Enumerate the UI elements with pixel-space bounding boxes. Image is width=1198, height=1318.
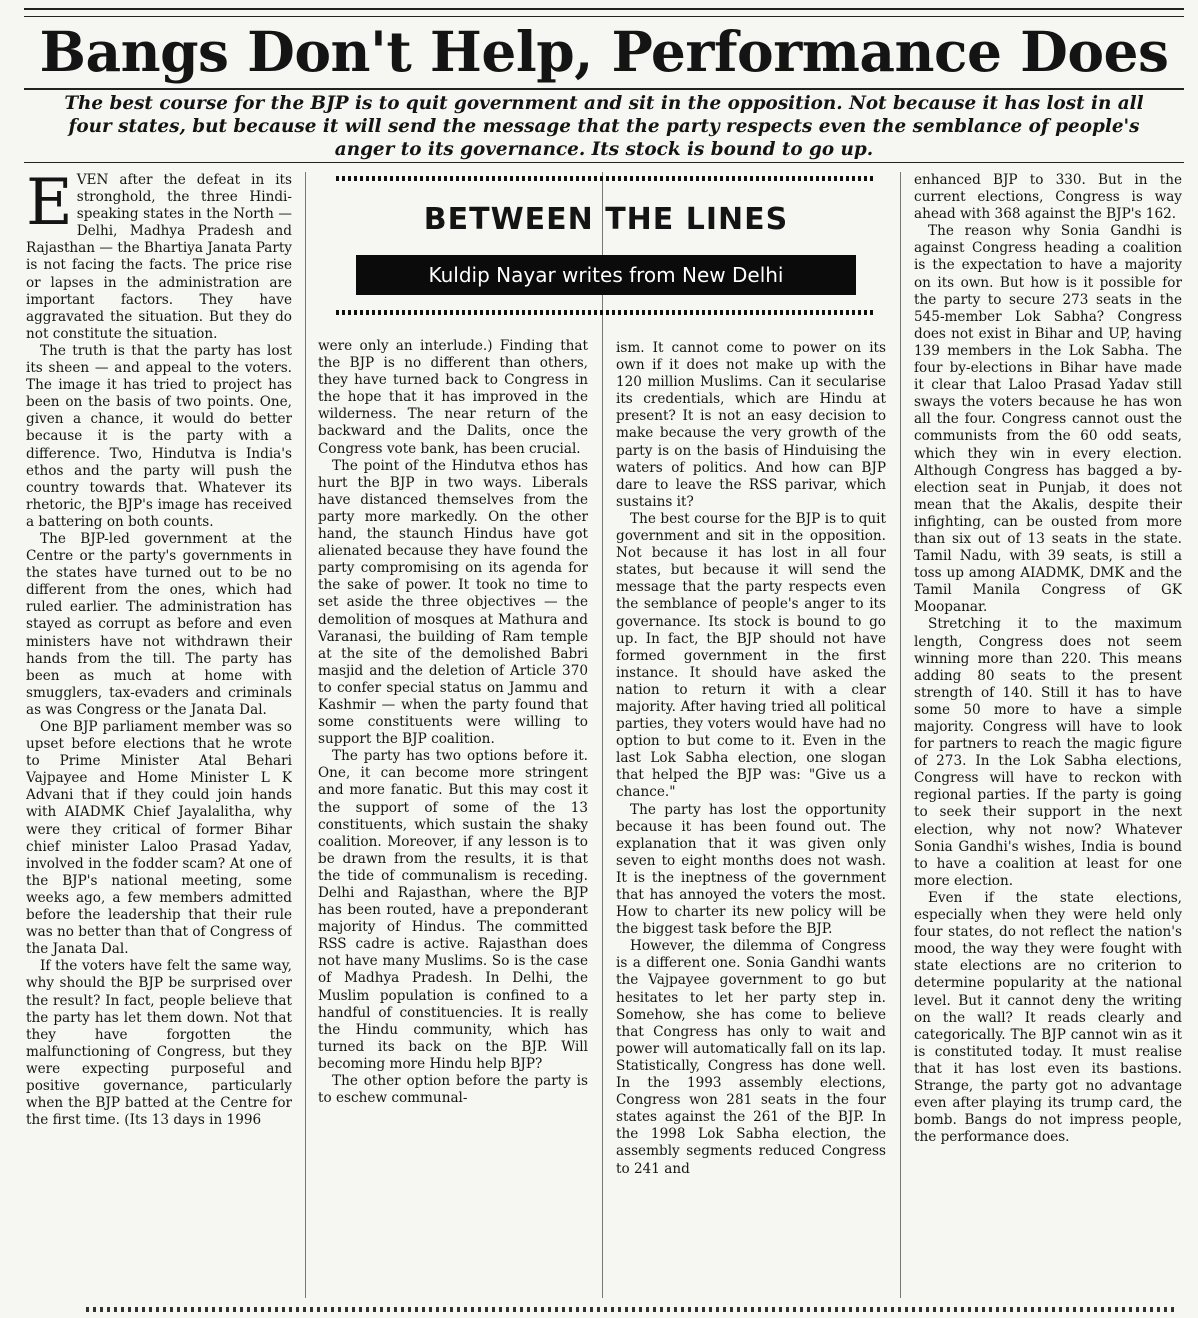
deck: The best course for the BJP is to quit government and sit in the opposition. Not because it has lost in all four states, but because it will send the message that the party respects even the semblance of people's anger to its governance. Its stock is bound to go up. <box>64 93 1144 160</box>
article-paragraph: The point of the Hindutva ethos has hurt the BJP in two ways. Liberals have distanced themselves from the party more markedly. On the other hand, the staunch Hindus have got alienated because they have found the party compromising on its agenda for the sake of power. It took no time to set aside the three objectives — the demolition of mosques at Mathura and Varanasi, the building of Ram temple at the site of the demolished Babri masjid and the deletion of Article 370 to confer special status on Jammu and Kashmir — when the party found that some constituents were willing to support the BJP coalition. <box>318 457 588 748</box>
article-paragraph: The truth is that the party has lost its sheen — and appeal to the voters. The image it has tried to project has been on the basis of two points. One, given a chance, it would do better because it is the party with a difference. Two, Hindutva is India's ethos and the party will push the country towards that. Whatever its rhetoric, the BJP's image has received a battering on both counts. <box>26 342 292 530</box>
column-divider <box>305 172 306 1298</box>
column-title: BETWEEN THE LINES <box>423 202 789 237</box>
article-column-1 <box>26 172 292 1300</box>
article-paragraph: The reason why Sonia Gandhi is against Congress heading a coalition is the expectation to have a majority on its own. But how is it possible for the party to secure 273 seats in the 545-member Lok Sabha? Congress does not exist in Bihar and UP, having 139 members in the Lok Sabha. The four by-elections in Bihar have made it clear that Laloo Prasad Yadav still sways the voters because he has won all the four. Congress cannot oust the communists from the 60 odd seats, which they win in every election. Although Congress has bagged a by-election seat in Punjab, it does not mean that the Akalis, despite their infighting, can be ousted from more than six out of 13 seats in the state. Tamil Nadu, with 39 seats, is still a toss up among AIADMK, DMK and the Tamil Manila Congress of GK Moopanar. <box>914 223 1182 616</box>
article-column-4 <box>914 172 1182 1300</box>
article-paragraph: The best course for the BJP is to quit government and sit in the opposition. Not because it has lost in all four states, but because it will send the message that the party respects even the semblance of people's anger to its governance. Its stock is bound to go up. In fact, the BJP should not have formed government in the first instance. It should have asked the nation to return it with a clear majority. After having tried all political parties, they voters would have had no option to but come to it. Even in the last Lok Sabha election, one slogan that helped the BJP was: "Give us a chance." <box>616 510 886 801</box>
headline: Bangs Don't Help, Performance Does <box>39 19 1169 84</box>
headline-rule <box>24 88 1184 90</box>
article-paragraph: The other option before the party is to eschew communal- <box>318 1073 588 1107</box>
article-paragraph: Even if the state elections, especially when they were held only four states, do not reflect the nation's mood, the way they were fought with state elections are no criterion to determine popularity at the national level. But it cannot deny the writing on the wall? It reads clearly and categorically. The BJP cannot win as it is constituted today. It must realise that it has lost even its bastions. Strange, the party got no advantage even after playing its trump card, the bomb. Bangs do not impress people, the performance does. <box>914 889 1182 1146</box>
article-paragraph: EVEN after the defeat in its stronghold, the three Hindi-speaking states in the North — Delhi, Madhya Pradesh and Rajasthan — the Bhartiya Janata Party is not facing the facts. The price rise or lapses in the administration are important factors. They have aggravated the situation. But they do not constitute the situation. <box>26 172 292 342</box>
article-paragraph: The party has lost the opportunity because it has been found out. The explanation that it was given only seven to eight months does not wash. It is the ineptness of the government that has annoyed the voters the most. How to charter its new policy will be the biggest task before the BJP. <box>616 801 886 938</box>
between-the-lines-box <box>336 170 876 322</box>
article-paragraph: were only an interlude.) Finding that the BJP is no different than others, they have turned back to Congress in the hope that it has improved in the wilderness. The near return of the backward and the Dalits, once the Congress vote bank, has been crucial. <box>318 338 588 457</box>
deck-rule <box>24 162 1184 163</box>
article-paragraph: enhanced BJP to 330. But in the current elections, Congress is way ahead with 368 against the BJP's 162. <box>914 172 1182 223</box>
article-paragraph: ism. It cannot come to power on its own if it does not make up with the 120 million Muslims. Can it secularise its credentials, which are Hindu at present? It is not an easy decision to make because the very growth of the party is on the basis of Hinduising the waters of politics. And how can BJP dare to leave the RSS parivar, which sustains it? <box>616 340 886 510</box>
bottom-rule <box>86 1307 1178 1312</box>
drop-cap: E <box>26 172 73 240</box>
column-divider <box>900 172 901 1298</box>
byline: Kuldip Nayar writes from New Delhi <box>356 255 856 295</box>
article-paragraph: However, the dilemma of Congress is a different one. Sonia Gandhi wants the Vajpayee government to go but hesitates to let her party step in. Somehow, she has come to believe that Congress has only to wait and power will automatically fall on its lap. Statistically, Congress has done well. In the 1993 assembly elections, Congress won 281 seats in the four states against the 261 of the BJP. In the 1998 Lok Sabha election, the assembly segments reduced Congress to 241 and <box>616 938 886 1177</box>
box-bottom-stripe <box>336 310 876 315</box>
article-paragraph: Stretching it to the maximum length, Congress does not seem winning more than 220. This means adding 80 seats to the present strength of 140. Still it has to have some 50 more to have a simple majority. Congress will have to look for partners to reach the magic figure of 273. In the Lok Sabha elections, Congress will have to reckon with regional parties. If the party is going to seek their support in the next election, why not now? Whatever Sonia Gandhi's wishes, India is bound to have a coalition at least for one more election. <box>914 616 1182 889</box>
article-paragraph: If the voters have felt the same way, why should the BJP be surprised over the result? In fact, people believe that the party has let them down. Not that they have forgotten the malfunctioning of Congress, but they were expecting purposeful and positive governance, particularly when the BJP batted at the Centre for the first time. (Its 13 days in 1996 <box>26 958 292 1129</box>
article-column-2 <box>318 338 588 1300</box>
box-top-stripe <box>336 176 876 181</box>
article-paragraph: One BJP parliament member was so upset before elections that he wrote to Prime Minister Atal Behari Vajpayee and Home Minister L K Advani that if they could join hands with AIADMK Chief Jayalalitha, why were they critical of former Bihar chief minister Laloo Prasad Yadav, involved in the fodder scam? At one of the BJP's national meeting, some weeks ago, a few members admitted before the leadership that their rule was no better than that of Congress of the Janata Dal. <box>26 719 292 958</box>
article-column-3 <box>616 340 886 1300</box>
article-paragraph: The BJP-led government at the Centre or the party's governments in the states have turned out to be no different from the ones, which had ruled earlier. The administration has stayed as corrupt as before and even ministers have not withdrawn their hands from the till. The party has been as much at home with smugglers, tax-evaders and criminals as was Congress or the Janata Dal. <box>26 530 292 718</box>
article-paragraph: The party has two options before it. One, it can become more stringent and more fanatic. But this may cost it the support of some of the 13 constituents, which sustain the shaky coalition. Moreover, if any lesson is to be drawn from the results, it is that the tide of communalism is receding. Delhi and Rajasthan, where the BJP has been routed, have a preponderant majority of Hindus. The committed RSS cadre is active. Rajasthan does not have many Muslims. So is the case of Madhya Pradesh. In Delhi, the Muslim population is confined to a handful of constituencies. It is really the Hindu community, which has turned its back on the BJP. Will becoming more Hindu help BJP? <box>318 748 588 1072</box>
column-divider <box>602 172 603 1298</box>
